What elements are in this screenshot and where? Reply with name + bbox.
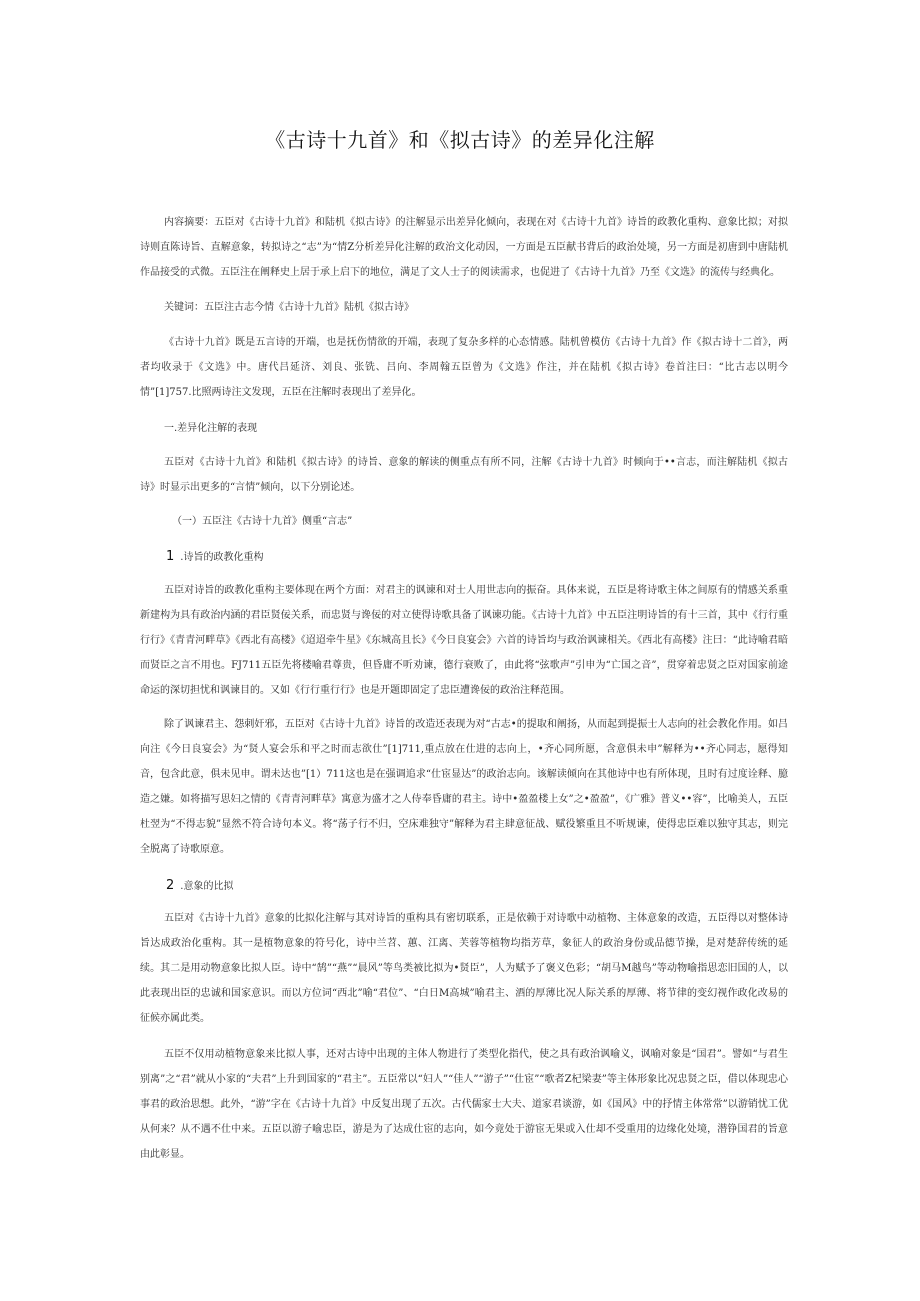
paragraph-b — [140, 712, 788, 862]
paper-title: 《古诗十九首》和《拟古诗》的差异化注解 — [265, 128, 655, 152]
abstract-text: 内容摘要：五臣对《古诗十九首》和陆机《拟古诗》的注解显示出差异化倾向，表现在对《古诗十九首》诗旨的政教化重构、意象比拟；对拟诗则直陈诗旨、直解意象，转拟诗之“志”为“情Z分析差异化注解的政治文化动因，一方面是五臣献书背后的政治处境，另一方面是初唐到中唐陆机作品接受的式微。五臣注在阐释史上居于承上启下的地位，满足了文人士子的阅读需求，也促进了《古诗十九首》乃至《文选》的流传与经典化。 — [140, 217, 788, 278]
section1-paragraph — [140, 450, 788, 500]
item-title-2: .意象的比拟 — [180, 881, 234, 892]
intro-paragraph — [140, 330, 788, 405]
paragraph-d — [140, 1042, 788, 1167]
item-number-1: 1 — [166, 549, 175, 564]
paragraph-c — [140, 906, 788, 1031]
subsection-heading-1: （一）五臣注《古诗十九首》侧重“言志” — [172, 516, 353, 527]
item-heading-1 — [166, 547, 263, 568]
section1-text: 五臣对《古诗十九首》和陆机《拟古诗》的诗旨、意象的解读的侧重点有所不同，注解《古诗十九首》时倾向于••言志，而注解陆机《拟古诗》时显示出更多的“言情”倾向，以下分别论述。 — [140, 457, 788, 493]
item-title-1: .诗旨的政教化重构 — [180, 552, 264, 563]
item-heading-2 — [166, 876, 233, 897]
paragraph-a — [140, 578, 788, 703]
paragraph-b-text: 除了讽谏君主、怨刺奸邪，五臣对《古诗十九首》诗旨的改造还表现为对“古志•的提取和阐扬，从而起到提振士人志向的社会教化作用。如吕向注《今日良宴会》为“贤人宴会乐和平之时而志欲仕”[1]711,重点放在仕进的志向上，•齐心同所愿，含意俱未申”解释为••齐心同志，愿得知音，包含此意，俱未见申。谓未达也”[1）711这也是在强调追求“仕宦显达”的政治志向。该解读倾向在其他诗中也有所体现，且时有过度诠释、臆造之嫌。如将描写思妇之情的《青青河畔草》寓意为盛才之人侍奉昏庸的君主。诗中•盈盈楼上女”之•盈盈”，《广雅》普义••容”，比喻美人，五臣杜翌为“不得志貌”显然不符合诗句本义。将“荡子行不归，空床难独守”解释为君主肆意征战、赋役繁重且不听规谏，使得忠臣难以独守其志，则完全脱离了诗歌原意。 — [140, 719, 788, 855]
keywords-text: 关键词：五臣注古志今情《古诗十九首》陆机《拟古诗》 — [164, 302, 414, 313]
keywords-line — [140, 295, 788, 320]
paragraph-c-text: 五臣对《古诗十九首》意象的比拟化注解与其对诗旨的重构具有密切联系，正是依赖于对诗歌中动植物、主体意象的改造，五臣得以对整体诗旨达成政治化重构。其一是植物意象的符号化，诗中兰苕、蕙、江离、芙蓉等植物均指芳草，象征人的政治身份或品德节操，是对楚辞传统的延续。其二是用动物意象比拟人臣。诗中“鹄”“燕”“晨风”等鸟类被比拟为•贤臣”，人为赋予了褒义色彩；“胡马M越鸟”等动物喻指思恋旧国的人，以此表现出臣的忠诚和国家意识。而以方位词“西北”喻“君位”、“白日M高城”喻君主、酒的厚薄比况人际关系的厚薄、将节律的变幻视作政化改易的征候亦属此类。 — [140, 913, 788, 1024]
section-heading-1: 一.差异化注解的表现 — [164, 423, 258, 434]
abstract-paragraph — [140, 210, 788, 285]
paragraph-d-text: 五臣不仅用动植物意象来比拟人事，还对古诗中出现的主体人物进行了类型化指代，使之具有政治讽喻义，讽喻对象是“国君”。譬如“与君生别离”之“君”就从小家的“夫君”上升到国家的“君主”。五臣常以“妇人”“佳人”“游子”“仕宦”“歌者Z杞梁妻”等主体形象比况忠贤之臣，借以体现忠心事君的政治思想。此外，“游”字在《古诗十九首》中反复出现了五次。古代儒家士大夫、道家君谈游，如《国风》中的抒情主体常常”以游销忧工优从何来？从不遇不仕中来。五臣以游子喻忠臣，游是为了达成仕宦的志向，如今竟处于游宦无果或入仕却不受重用的边缘化处境，潜铮国君的旨意由此彰显。 — [140, 1049, 788, 1160]
item-number-2: 2 — [166, 878, 175, 893]
paragraph-a-text: 五臣对诗旨的政教化重构主要体现在两个方面：对君主的讽谏和对士人用世志向的振奋。具体来说，五臣是将诗歌主体之间原有的情感关系重新建构为具有政治内涵的君臣贤佞关系，而忠贤与谗佞的对立使得诗歌具备了讽谏功能。《古诗十九首》中五臣注明诗旨的有十三首，其中《行行重行行》《青青河畔草》《西北有高楼》《迢迢牵牛星》《东城高且长》《今日良宴会》六首的诗旨均与政治讽谏相关。《西北有高楼》注曰：“此诗喻君暗而贤臣之言不用也。FJ711五臣先将楼喻君尊贵，但昏庸不听劝谏，德行衰败了，由此将“弦歌声”引申为“亡国之音”，贯穿着忠贤之臣对国家前途命运的深切担忧和讽谏目的。又如《行行重行行》也是开题即固定了忠臣遭谗佞的政治注释范围。 — [140, 585, 788, 696]
intro-text: 《古诗十九首》既是五言诗的开端，也是抚伤情欲的开端，表现了复杂多样的心态情感。陆机曾模仿《古诗十九首》作《拟古诗十二首》，两者均收录于《文选》中。唐代吕延济、刘良、张铣、吕向、李周翰五臣曾为《文选》作注，并在陆机《拟古诗》卷首注曰：“比古志以明今情”[1]757.比照两诗注文发现，五臣在注解时表现出了差异化。 — [140, 337, 788, 398]
